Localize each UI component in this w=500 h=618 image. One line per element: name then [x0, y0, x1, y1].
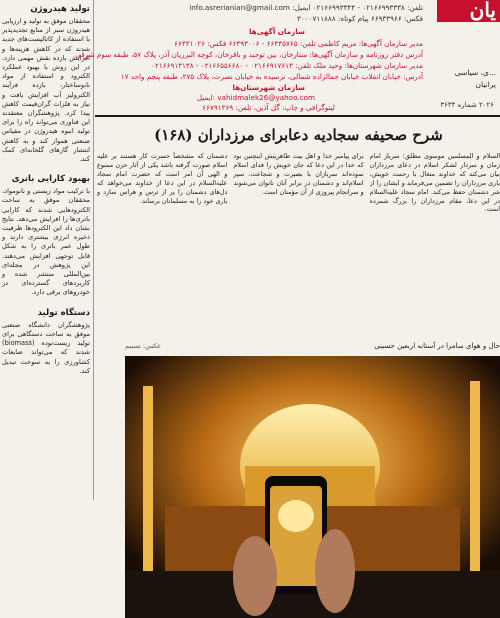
- email-2: vahidmalek26@yahoo.com :ایمیل: [196, 93, 315, 102]
- main-article: [97, 118, 500, 500]
- logo-panel: [425, 0, 500, 112]
- printing-line: لیتوگرافی و چاپ: گل آذین، تلفن: ۶۶۷۹۱۳۶۹: [202, 103, 335, 112]
- logo: [437, 0, 500, 22]
- ads-manager-line: مدیر سازمان آگهی‌ها: مریم کاظمی تلفن: ۶۶۴۴۵۷۶۵ - ۶۶۴۹۳۰۰۶ فکس: ۶۶۴۳۱۰۲۶: [174, 39, 423, 48]
- printing-address-line: آدرس: خیابان انقلاب خیابان جمالزاده شمالی، نرسیده به خیابان نصرت، پلاک ۲۷۵، طبقه پنجم واحد ۱۷: [120, 72, 423, 81]
- article-column-left: دشمنان که مشخصاً حسرت کار هستند بر علیه اسلام صورت گرفته باشد یکی از آثار حزن ممنوع و الهی آن امر است که حضرت امام سجاد علیه‌السلام در این دعا از خداوند می‌خواهد که دل‌های دشمنان را پر از ترس و هراس سازد و یاری خود را به مسلمانان برساند.: [97, 152, 228, 205]
- contact-line-2: فکس: ۶۶۹۳۳۹۶۶ پیام کوتاه: ۳۰۰۰۷۱۱۸۸۸: [297, 14, 423, 23]
- photo-credit: عکس: تسنیم: [125, 342, 161, 350]
- header-divider: [95, 115, 500, 117]
- contact-line-1: تلفن: ۰۲۱۶۶۹۹۳۳۳۸ - ۰۲۱۶۶۹۹۳۳۴۴ ایمیل: info.asrerianian@gmail.com: [189, 3, 423, 12]
- section-ads-heading: سازمان آگهی‌ها: [248, 27, 305, 36]
- photo-caption-row: [125, 342, 500, 354]
- article-column-middle: برای پیامبر خدا و اهل بیت طاهرینش اینچنین بود که خدا در این دعا که جان خویش را فدای اسلام نموده‌اند سربازان با بصیرت و شجاعت، سپر اسلام‌اند و دشمنان در برابر آنان ناتوان می‌شوند و سرانجام پیروزی از آن مؤمنان است.: [233, 152, 364, 196]
- sidebar-body-device: پژوهشگران دانشگاه صنعتی موفق به ساخت دستگاهی برای تولید زیست‌توده (biomass) شدند که می‌تواند ضایعات کشاورزی را به سوخت تبدیل کند.: [2, 320, 90, 375]
- logo-text: یان: [469, 0, 496, 22]
- shrine-photo: [125, 356, 500, 618]
- masthead-tagline-1: ...ی، سیاسی: [454, 68, 496, 77]
- masthead-tagline-2: یرانیان: [475, 80, 496, 89]
- sidebar-body-hydrogen: محققان موفق به تولید و ارزیابی هیدروژن سبز از منابع تجدیدپذیر با استفاده از کاتالیست‌های جدید شدند که در کاهش هزینه‌ها و افزایش بازده نقش مهمی دارد. در این روش با بهبود عملکرد الکترود و استفاده از مواد نانوساختار، بازده فرآیند الکترولیز آب افزایش یافت و نیاز به فلزات گران‌قیمت کاهش پیدا کرد. پژوهشگران معتقدند این فناوری می‌تواند راه را برای تولید انبوه هیدروژن در مقیاس صنعتی هموار کند و به کاهش انتشار گازهای گلخانه‌ای کمک کند.: [1, 17, 90, 164]
- masthead-info: [75, 0, 425, 112]
- article-columns: [97, 152, 500, 238]
- section-press-heading: سازمان شهرستان‌ها: [232, 83, 305, 92]
- sidebar-body-battery: با ترکیب مواد زیستی و نانومواد، محققان موفق به ساخت الکترودهایی شدند که کارایی باتری‌ها را افزایش می‌دهد. نتایج نشان داد این الکترودها ظرفیت ذخیره انرژی بیشتری دارند و طول عمر باتری را به شکل قابل توجهی افزایش می‌دهند. این پژوهش در مجله‌ای بین‌المللی منتشر شده و کاربردهای گسترده‌ای در خودروهای برقی دارد.: [2, 187, 90, 297]
- sidebar-column: [0, 0, 94, 500]
- distribution-line: مدیر سازمان شهرستان‌ها: وحید ملک تلفن: ۰۲۱۶۶۹۱۷۶۱۳ - ۰۲۱۶۶۵۵۶۶۸۰ - ۰۲۱۶۶۹۱۳۱۳۸: [151, 61, 423, 70]
- article-title: شرح صحیفه سجادیه دعابرای مرزداران (۱۶۸): [154, 126, 443, 144]
- office-address-line: آدرس دفتر روزنامه و سازمان آگهی‌ها: ستارخان، بین توحید و باقرخان، کوچه البرزیان آذر، پلاک ۵۷، طبقه سوم شرقی: [75, 50, 423, 59]
- sidebar-headline-device: دستگاه تولید: [37, 307, 90, 318]
- sidebar-headline-battery: بهبود کارایی باتری: [11, 174, 90, 185]
- article-column-right: السلام و المسلمین موسوی مطلق؛ سرباز امام زمان و سردار لشکر اسلام در دعای مرزداران بیان می‌کند که خداوند متعال با رحمت خویش، یاری مرزداران را تضمین می‌فرماید و ایشان را از شر دشمنان حفظ می‌کند. امام سجاد علیه‌السلام در این دعا، مقام مرزداران را بزرگ شمرده است.: [369, 152, 500, 214]
- photo-caption: حال و هوای سامرا در آستانه اربعین حسینی: [374, 342, 500, 350]
- sidebar-headline-hydrogen: تولید هیدروژن: [30, 4, 90, 14]
- issue-number: ۲۰۲۶ شماره ۳۶۳۴: [440, 101, 494, 109]
